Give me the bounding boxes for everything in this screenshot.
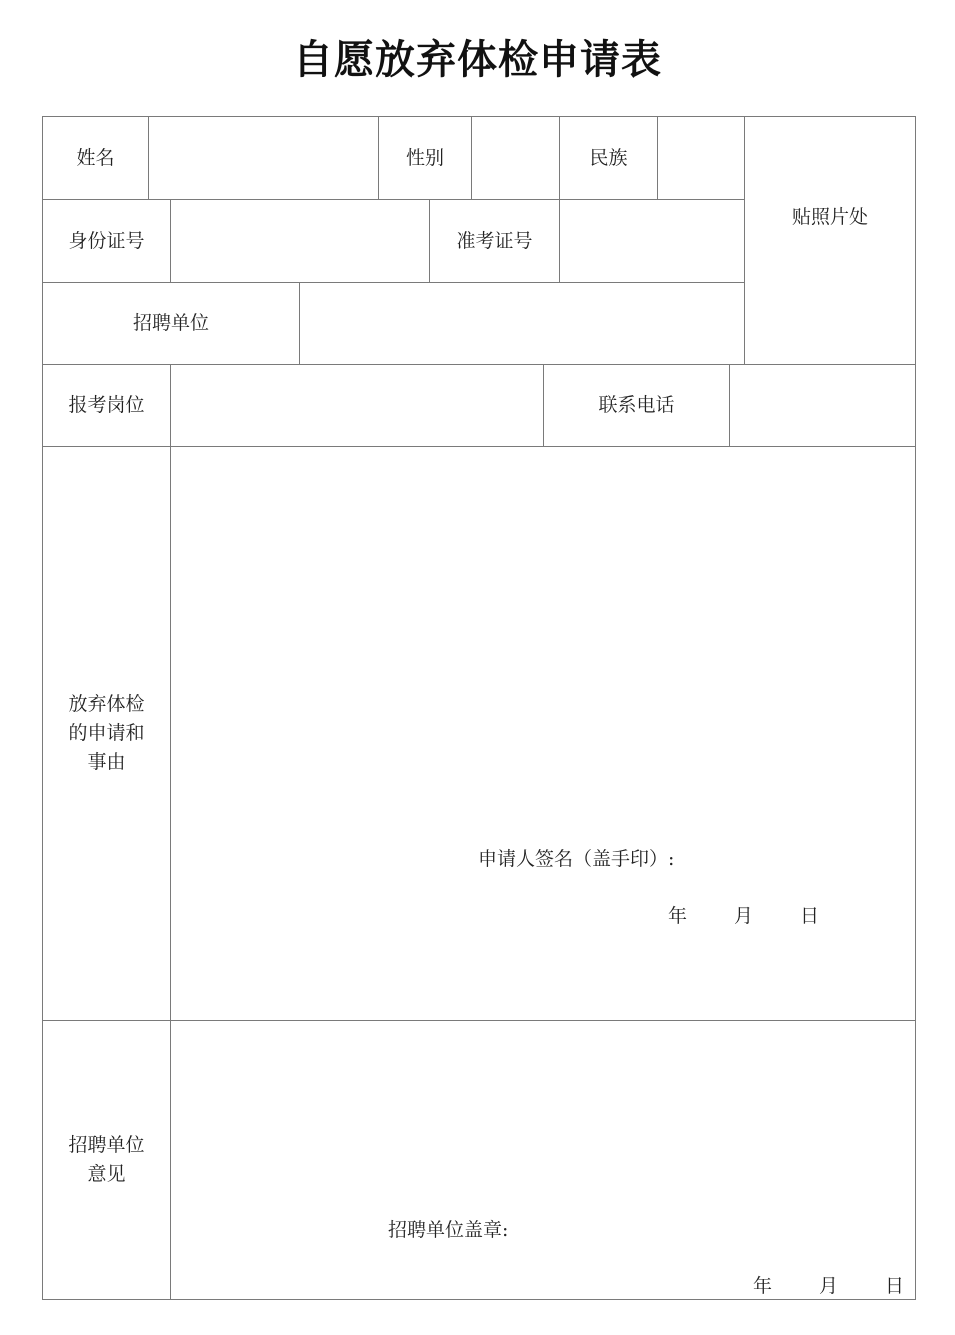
id-number-label: 身份证号 (42, 199, 171, 283)
gender-field[interactable] (471, 116, 560, 200)
gender-label: 性别 (378, 116, 472, 200)
phone-label: 联系电话 (543, 364, 730, 447)
applicant-signature-label: 申请人签名（盖手印）: (478, 848, 675, 870)
exam-number-field[interactable] (559, 199, 745, 283)
reason-field[interactable] (170, 446, 916, 1021)
employer-field[interactable] (299, 282, 745, 365)
employer-month: 月 (819, 1275, 839, 1297)
employer-day: 日 (885, 1275, 905, 1297)
position-field[interactable] (170, 364, 544, 447)
id-number-field[interactable] (170, 199, 430, 283)
name-label: 姓名 (42, 116, 149, 200)
employer-label: 招聘单位 (42, 282, 300, 365)
applicant-month: 月 (734, 905, 754, 927)
ethnicity-field[interactable] (657, 116, 745, 200)
employer-year: 年 (753, 1275, 773, 1297)
opinion-label: 招聘单位 意见 (42, 1020, 171, 1300)
name-field[interactable] (148, 116, 379, 200)
photo-box: 贴照片处 (744, 116, 916, 365)
position-label: 报考岗位 (42, 364, 171, 447)
ethnicity-label: 民族 (559, 116, 658, 200)
employer-seal-label: 招聘单位盖章: (388, 1219, 509, 1241)
applicant-year: 年 (668, 905, 688, 927)
form-title: 自愿放弃体检申请表 (293, 37, 662, 83)
reason-label: 放弃体检 的申请和 事由 (42, 446, 171, 1021)
exam-number-label: 准考证号 (429, 199, 560, 283)
applicant-day: 日 (800, 905, 820, 927)
opinion-field[interactable] (170, 1020, 916, 1300)
phone-field[interactable] (729, 364, 916, 447)
